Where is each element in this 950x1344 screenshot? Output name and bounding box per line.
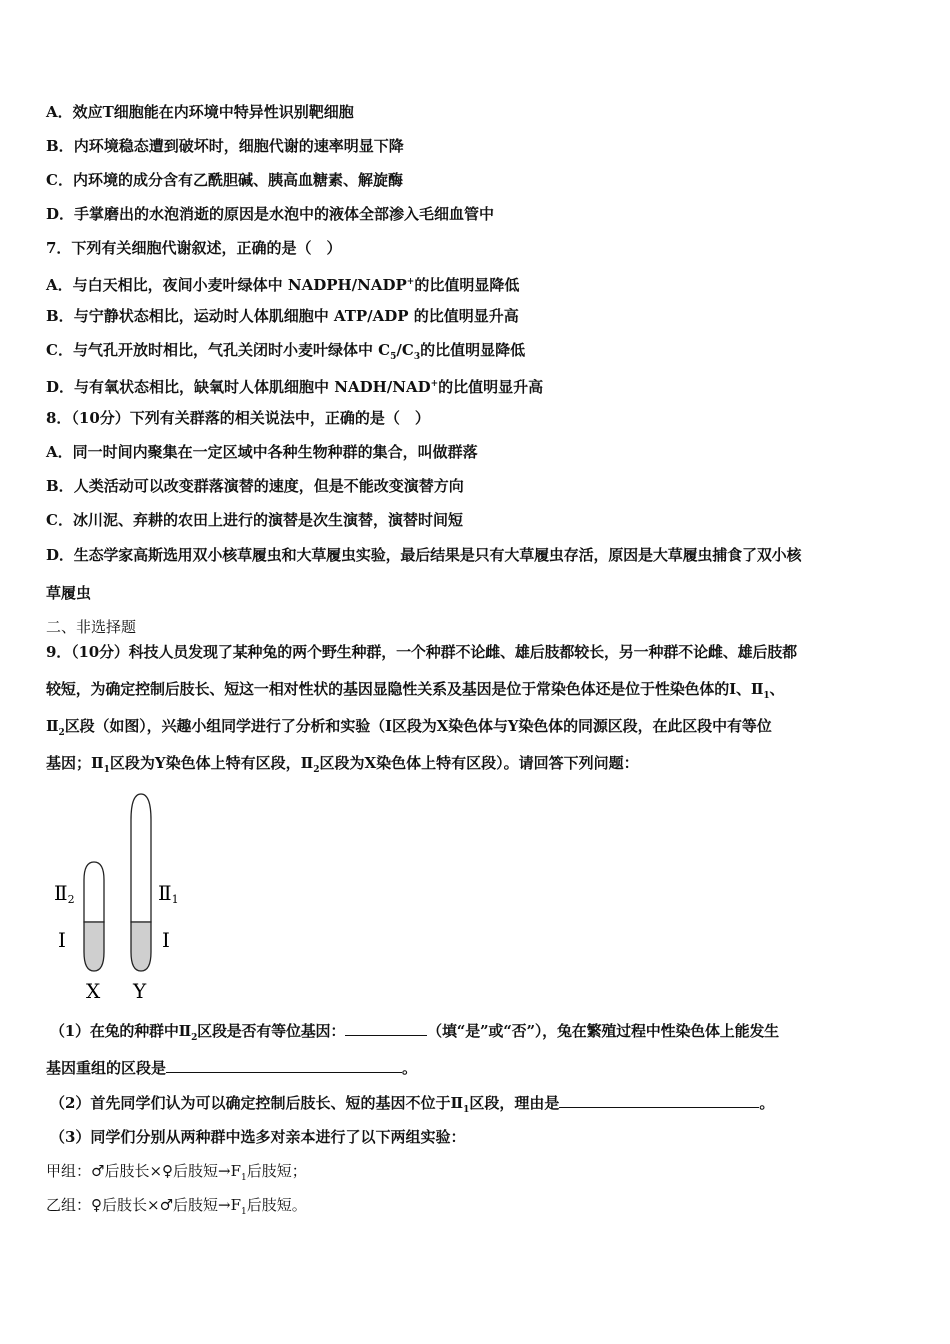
question-text: 区段是否有等位基因： (197, 1022, 346, 1040)
q7-option-a (46, 272, 519, 295)
q9-stem-line-1: 9．（10分）科技人员发现了某种兔的两个野生种群，一个种群不论雌、雄后肢都较长，另一种群不论雌、雄后肢都 (46, 643, 798, 661)
option-letter: C． (46, 171, 73, 189)
q6-option-d (46, 204, 494, 224)
q7-option-c (46, 340, 525, 367)
cross-text: 后肢长× (101, 1196, 160, 1214)
option-text: 的比值明显升高 (438, 378, 544, 396)
q9-sub2 (50, 1093, 774, 1120)
q9-sub1-line-2 (46, 1058, 417, 1078)
q9-sub3: （3）同学们分别从两种群中选多对亲本进行了以下两组实验： (50, 1128, 466, 1146)
label-x: X (86, 979, 101, 1003)
cross-text: 后肢短； (246, 1162, 307, 1180)
option-text: 与白天相比，夜间小麦叶绿体中 NADPH/NADP (72, 276, 407, 294)
q6-option-c (46, 170, 403, 190)
subscript: 1 (103, 765, 110, 775)
q7-option-b (46, 306, 519, 326)
q7-stem: 7．下列有关细胞代谢叙述，正确的是（ ） (46, 239, 342, 257)
q8-option-b (46, 476, 464, 496)
option-text: 与有氧状态相比，缺氧时人体肌细胞中 NADH/NAD (74, 378, 431, 396)
question-text: 。 (759, 1094, 775, 1112)
stem-text: 较短，为确定控制后肢长、短这一相对性状的基因显隐性关系及基因是位于常染色体还是位于性染色体的Ⅰ、Ⅱ (46, 680, 764, 698)
q8-option-a (46, 442, 478, 462)
option-letter: A． (46, 276, 73, 294)
subscript: 1 (463, 1105, 470, 1115)
stem-text: 、 (769, 680, 785, 698)
option-letter: B． (46, 137, 74, 155)
female-symbol-icon: ♀ (91, 1196, 102, 1214)
option-text: 人类活动可以改变群落演替的速度，但是不能改变演替方向 (73, 477, 464, 495)
superscript: + (430, 379, 439, 389)
option-text: 的比值明显降低 (414, 276, 520, 294)
subscript: 2 (191, 1033, 198, 1043)
option-text: 冰川泥、弃耕的农田上进行的演替是次生演替，演替时间短 (72, 511, 463, 529)
answer-blank-2[interactable] (166, 1058, 402, 1073)
subscript: 1 (763, 691, 770, 701)
answer-blank-3[interactable] (559, 1093, 759, 1108)
cross-group-b (46, 1195, 307, 1222)
subscript: 3 (413, 352, 421, 362)
option-letter: C． (46, 511, 73, 529)
q9-stem-line-2 (46, 679, 784, 706)
subscript: 1 (241, 1173, 247, 1183)
option-letter: B． (46, 307, 74, 325)
y-chromosome (131, 794, 151, 971)
x-chromosome (84, 862, 104, 971)
option-text: 生态学家高斯选用双小核草履虫和大草履虫实验，最后结果是只有大草履虫存活，原因是大草履虫捕食了双小核 (73, 546, 802, 564)
stem-text: 区段（如图），兴趣小组同学进行了分析和实验（Ⅰ区段为X染色体与Y染色体的同源区段，在此区段中有等位 (64, 717, 772, 735)
answer-blank-1[interactable] (345, 1021, 427, 1036)
label-region-ii1: Ⅱ1 (158, 881, 179, 906)
option-text: 手掌磨出的水泡消逝的原因是水泡中的液体全部渗入毛细血管中 (74, 205, 495, 223)
superscript: + (406, 277, 415, 287)
cross-text: 后肢短→F (173, 1196, 241, 1214)
group-label: 甲组： (46, 1162, 92, 1180)
q7-option-d (46, 374, 543, 397)
subscript: 2 (58, 728, 65, 738)
stem-text: 基因；Ⅱ (46, 754, 104, 772)
option-letter: C． (46, 341, 73, 359)
q8-option-d (46, 545, 801, 565)
q8-stem: 8．（10分）下列有关群落的相关说法中，正确的是（ ） (46, 409, 430, 427)
section-heading: 二、非选择题 (46, 618, 137, 636)
option-text: 与宁静状态相比，运动时人体肌细胞中 ATP/ADP 的比值明显升高 (73, 307, 519, 325)
subscript: 1 (241, 1207, 247, 1217)
q6-option-b (46, 136, 404, 156)
option-letter: D． (46, 205, 75, 223)
q8-option-c (46, 510, 463, 530)
cross-text: 后肢短。 (246, 1196, 307, 1214)
option-text: 的比值明显降低 (420, 341, 526, 359)
subscript: 2 (313, 765, 320, 775)
question-text: 基因重组的区段是 (46, 1059, 167, 1077)
cross-text: 后肢长× (104, 1162, 163, 1180)
option-text: 内环境稳态遭到破坏时，细胞代谢的速率明显下降 (73, 137, 404, 155)
q8-option-d-continued: 草履虫 (46, 584, 92, 602)
option-letter: A． (46, 443, 73, 461)
option-letter: B． (46, 477, 74, 495)
option-text: 效应T细胞能在内环境中特异性识别靶细胞 (72, 103, 354, 121)
q9-sub1-line-1 (50, 1021, 779, 1048)
q9-stem-line-3 (46, 716, 772, 743)
option-text: 与气孔开放时相比，气孔关闭时小麦叶绿体中 C (72, 341, 391, 359)
option-text: 内环境的成分含有乙酰胆碱、胰高血糖素、解旋酶 (72, 171, 403, 189)
subscript: 5 (390, 352, 397, 362)
question-text: （填“是”或“否”），兔在繁殖过程中性染色体上能发生 (427, 1022, 779, 1040)
q9-stem-line-4 (46, 753, 639, 780)
question-text: 区段，理由是 (469, 1094, 560, 1112)
option-letter: A． (46, 103, 73, 121)
question-text: （2）首先同学们认为可以确定控制后肢长、短的基因不位于Ⅱ (50, 1094, 464, 1112)
cross-text: 后肢短→F (173, 1162, 241, 1180)
option-letter: D． (46, 378, 75, 396)
male-symbol-icon: ♂ (91, 1162, 105, 1180)
female-symbol-icon: ♀ (162, 1162, 174, 1180)
chromosome-diagram (46, 790, 196, 1005)
q6-option-a (46, 102, 354, 122)
cross-group-a (46, 1161, 307, 1188)
group-label: 乙组： (46, 1196, 92, 1214)
question-text: 。 (402, 1059, 418, 1077)
option-text: 同一时间内聚集在一定区域中各种生物种群的集合，叫做群落 (72, 443, 478, 461)
stem-text: Ⅱ (46, 717, 59, 735)
male-symbol-icon: ♂ (159, 1196, 174, 1214)
stem-text: 区段为X染色体上特有区段）。请回答下列问题： (319, 754, 639, 772)
label-region-i-left: Ⅰ (58, 928, 66, 952)
stem-text: 区段为Y染色体上特有区段，Ⅱ (109, 754, 314, 772)
question-text: （1）在兔的种群中Ⅱ (50, 1022, 192, 1040)
label-y: Y (133, 979, 147, 1003)
option-letter: D． (46, 546, 74, 564)
label-region-i-right: Ⅰ (162, 928, 170, 952)
label-region-ii2: Ⅱ2 (54, 881, 75, 906)
option-text: /C (396, 341, 414, 359)
